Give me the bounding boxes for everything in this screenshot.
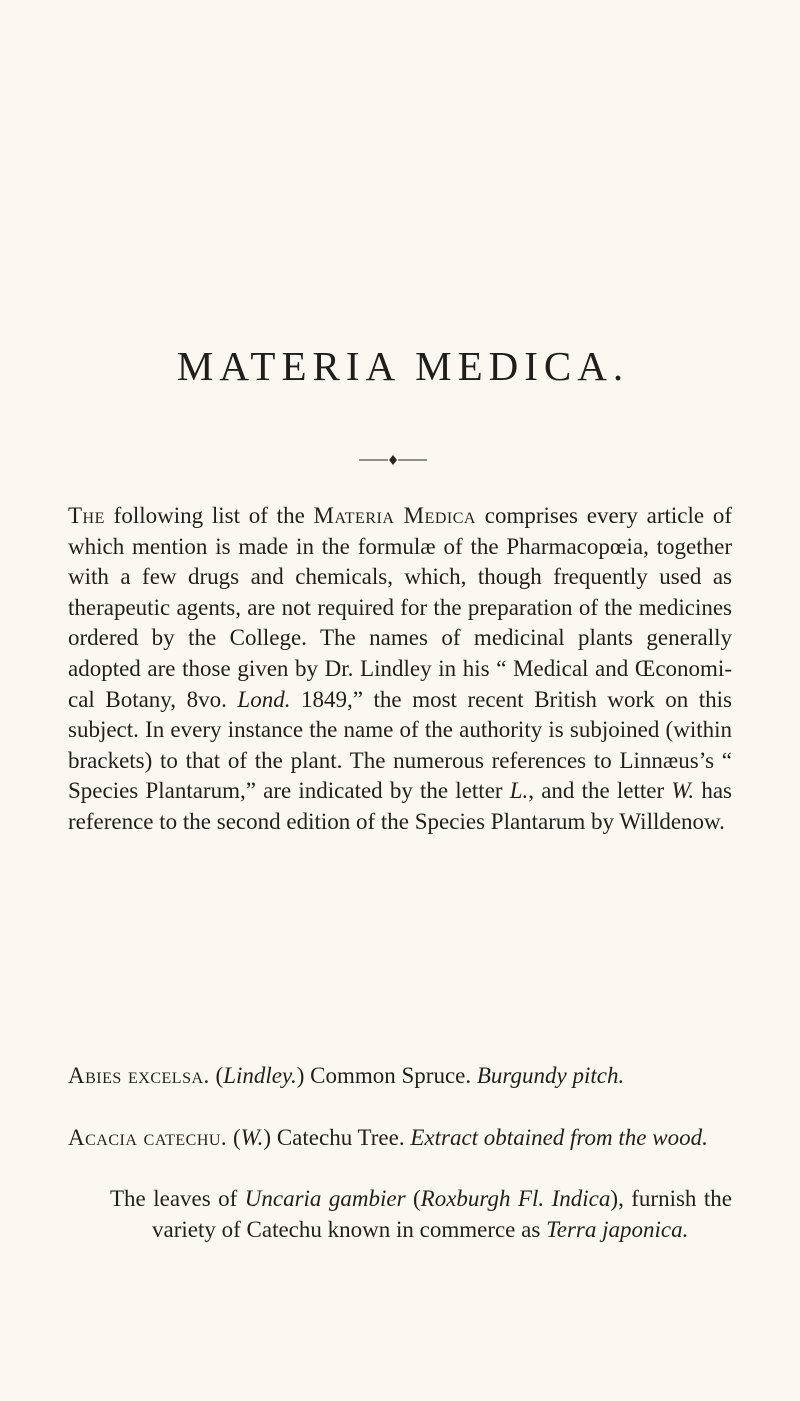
letter-l: L. (509, 778, 529, 804)
letter-w: W. (671, 778, 695, 804)
note-variety: Terra japonica. (546, 1216, 689, 1242)
note-text-3: ), furnish the variety of Catechu known in commerce as (152, 1186, 732, 1242)
note-text-2: ( (405, 1186, 421, 1211)
entry-bracket-close: ) (263, 1125, 277, 1150)
materia-medica-term: Materia Medica (313, 503, 476, 528)
entry-acacia-catechu (68, 1123, 732, 1154)
entry-authority: Lindley. (223, 1063, 297, 1088)
entry-product: Extract obtained from the wood. (410, 1125, 708, 1150)
entry-bracket-open: ( (209, 1063, 224, 1088)
page-title: MATERIA MEDICA. (176, 343, 630, 389)
entry-authority: W. (240, 1125, 264, 1150)
entry-name: Abies excelsa. (68, 1063, 210, 1088)
intro-text-5: has reference to the second edition of the Species Plantarum by Willdenow. (68, 778, 732, 834)
diamond-rule-ornament (359, 454, 427, 466)
note-species: Uncaria gambier (244, 1186, 406, 1211)
intro-text-2: comprises every article of which mention is made in the formulæ of the Pharmacopœia, together with a few drugs and chemicals, which, though frequently used as therapeutic agents, are not required for the preparation of the medicines ordered by the College. The names of medicinal plants generally adopted are those given by Dr. Lindley in his “ Medical and Œconomical Botany, 8vo. (68, 503, 732, 712)
entry-abies-excelsa (68, 1061, 732, 1092)
entry-bracket-close: ) (296, 1063, 311, 1088)
note-source: Roxburgh Fl. Indica (420, 1186, 611, 1211)
note-text-1: The leaves of (110, 1186, 245, 1211)
intro-paragraph (68, 501, 732, 838)
entry-common-name: Catechu Tree. (276, 1125, 411, 1150)
lond-abbreviation: Lond. (237, 686, 291, 712)
intro-lead-word: The (68, 503, 105, 528)
intro-text-4: , and the letter (528, 778, 672, 804)
entry-bracket-open: ( (227, 1125, 241, 1150)
entry-product: Burgundy pitch. (476, 1063, 625, 1088)
intro-text-1: following list of the (104, 503, 314, 528)
entry-name: Acacia catechu. (68, 1125, 228, 1150)
entry-common-name: Common Spruce. (310, 1063, 477, 1088)
entry-note-uncaria (110, 1184, 732, 1245)
intro-text-3: 1849,” the most recent British work on this subject. In every instance the name of the authority is subjoined (within brackets) to that of the plant. The numerous references to Linnæus’s “ Species Plantarum,” are indicated by the letter (68, 686, 732, 804)
